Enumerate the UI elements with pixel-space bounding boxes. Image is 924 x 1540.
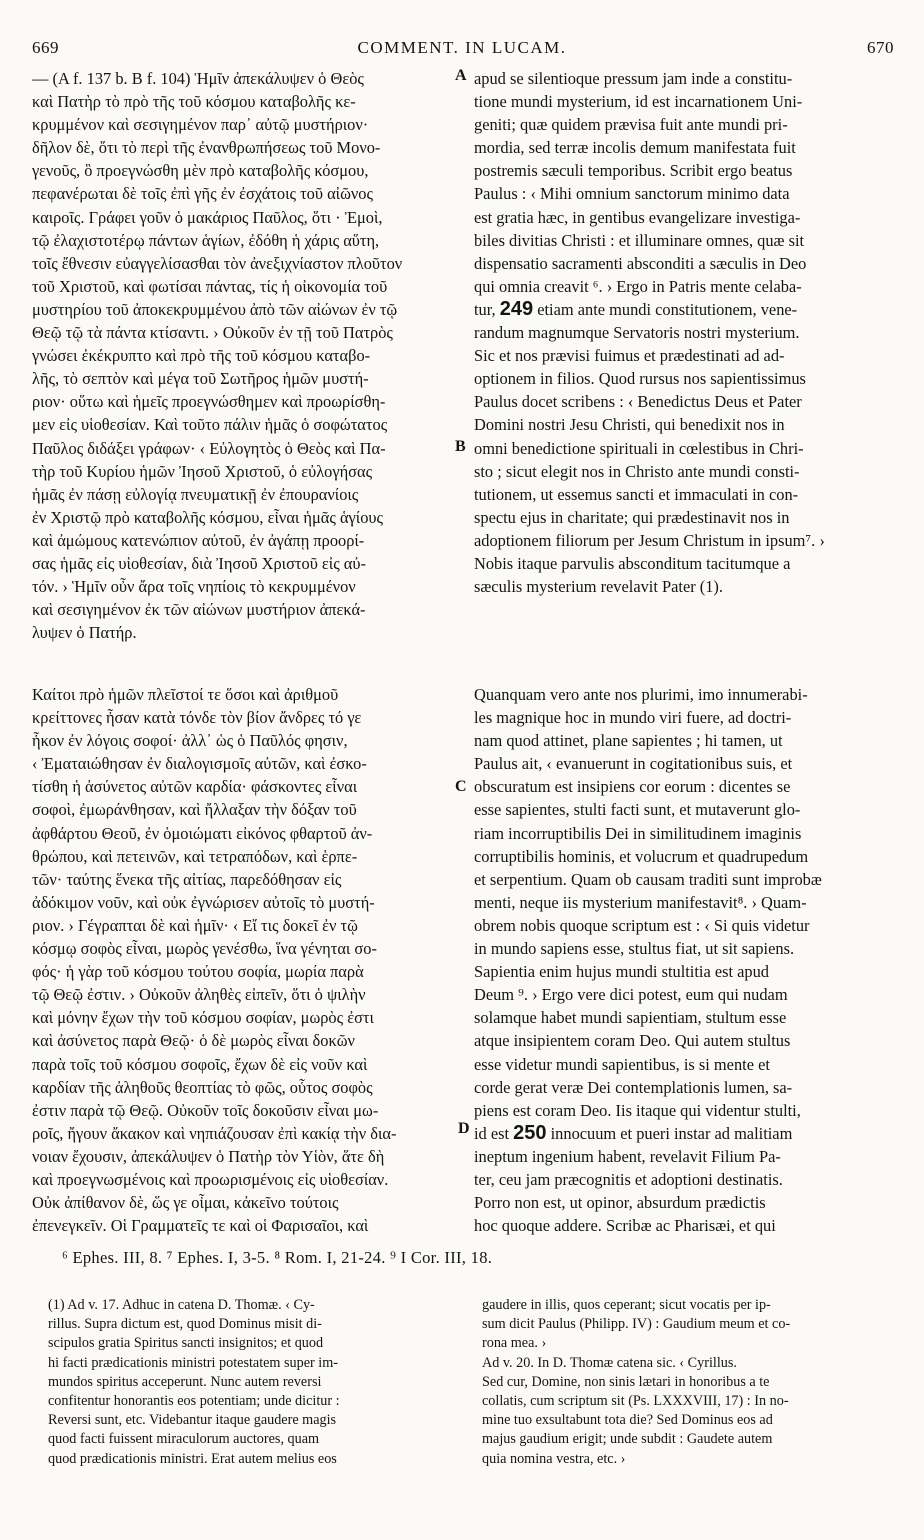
note-line: quod prædicationis ministri. Erat autem melius eos: [48, 1450, 337, 1467]
note-line: majus gaudium erigit; unde subdit : Gaudete autem: [482, 1431, 773, 1448]
text-line: νοιαν ἔχουσιν, ἀπεκάλυψεν ὁ Πατὴρ τὸν Υἱὸν, ἅτε δὴ: [32, 1146, 385, 1166]
text-line: randum magnumque Servatoris nostri mysterium.: [474, 323, 800, 343]
text-line: ριον. › Γέγραπται δὲ καὶ ἡμῖν· ‹ Εἴ τις δοκεῖ ἐν τῷ: [32, 915, 358, 935]
note-line: quod facti fuissent miraculorum auctores, quam: [48, 1431, 320, 1448]
text-line: menti, neque iis mysterium manifestavit⁸. › Quam-: [474, 892, 807, 912]
text-line: δῆλον δὲ, ὅτι τὸ περὶ τῆς ἐνανθρωπήσεως τοῦ Μονο-: [32, 138, 381, 158]
text-line: Παῦλος διδάξει γράφων· ‹ Εὐλογητὸς ὁ Θεὸς καὶ Πα-: [32, 438, 386, 458]
text-line: Οὐκ ἀπίθανον δὲ, ὥς γε οἶμαι, κἀκεῖνο τούτοις: [32, 1193, 339, 1213]
page-marker: 250: [513, 1121, 547, 1144]
footnote-references: ⁶ Ephes. III, 8. ⁷ Ephes. I, 3-5. ⁸ Rom. I, 21-24. ⁹ I Cor. III, 18.: [62, 1248, 493, 1267]
text-line: τίσθη ἡ ἀσύνετος αὐτῶν καρδία· φάσκοντες εἶναι: [32, 777, 358, 797]
text-line: ἡμᾶς ἐν πάσῃ εὐλογίᾳ πνευματικῇ ἐν ἐπουρανίοις: [32, 484, 359, 504]
text-line: sto ; sicut elegit nos in Christo ante mundi consti-: [474, 461, 800, 481]
text-line: τῷ Θεῷ ἐστιν. › Οὐκοῦν ἀληθὲς εἰπεῖν, ὅτι ὁ ψιλὴν: [32, 985, 366, 1005]
text-line: les magnique hoc in mundo viri fuere, ad doctri-: [474, 708, 792, 728]
text-line: φός· ἡ γὰρ τοῦ κόσμου τούτου σοφία, μωρία παρὰ: [32, 962, 364, 982]
text-line: Porro non est, ut opinor, absurdum prædictis: [474, 1193, 766, 1213]
text-line: est gratia hæc, in gentibus evangelizare investiga-: [474, 207, 801, 227]
note-line: Ad v. 20. In D. Thomæ catena sic. ‹ Cyrillus.: [482, 1354, 737, 1371]
text-line: tur, 249 etiam ante mundi constitutionem, vene-: [474, 297, 798, 320]
text-line: σας ἡμᾶς εἰς υἱοθεσίαν, διὰ Ἰησοῦ Χριστοῦ εἰς αὐ-: [32, 553, 366, 573]
note-line: collatis, cum scriptum sit (Ps. LXXXVIII, 17) : In no-: [482, 1392, 789, 1409]
text-line: ter, ceu jam præcognitis et adoptioni destinatis.: [474, 1169, 783, 1189]
text-line: Sic et nos prævisi fuimus et prædestinati ad ad-: [474, 346, 785, 366]
editor-note-left: [48, 1296, 468, 1469]
note-line: (1) Ad v. 17. Adhuc in catena D. Thomæ. ‹ Cy-: [48, 1297, 315, 1313]
note-line: confitentur honorantis eos potentiam; unde dicitur :: [48, 1392, 340, 1409]
text-line: Deum ⁹. › Ergo vere dici potest, eum qui nudam: [474, 985, 788, 1005]
text-line: piens est coram Deo. Iis itaque qui videntur stulti,: [474, 1100, 801, 1120]
text-line: καὶ προεγνωσμένοις καὶ προωρισμένοις εἰς υἱοθεσίαν.: [32, 1169, 389, 1189]
text-line: καιροῖς. Γράφει γοῦν ὁ μακάριος Παῦλος, ὅτι · Ἐμοὶ,: [32, 207, 383, 227]
text-line: σοφοὶ, ἐμωράνθησαν, καὶ ἤλλαξαν τὴν δόξαν τοῦ: [32, 800, 357, 820]
text-line: κρείττονες ἦσαν κατὰ τόνδε τὸν βίον ἄνδρες τό γε: [32, 708, 362, 728]
text-line: Nobis itaque parvulis absconditum tacitumque a: [474, 553, 791, 573]
text-line: θρώπου, καὶ πετεινῶν, καὶ τετραπόδων, καὶ ἑρπε-: [32, 846, 358, 866]
margin-letter-a: A: [455, 67, 467, 84]
text-line: ἧκον ἐν λόγοις σοφοί· ἀλλ᾽ ὡς ὁ Παῦλός φησιν,: [32, 731, 348, 751]
text-line: solamque habet mundi sapientiam, stultum esse: [474, 1008, 787, 1028]
text-line: tutionem, ut essemus sancti et immaculati in con-: [474, 484, 799, 504]
text-line: παρὰ τοῖς τοῦ κόσμου σοφοῖς, ἔχων δὲ εἰς νοῦν καὶ: [32, 1054, 368, 1074]
text-line: riam incorruptibilis Dei in similitudinem imaginis: [474, 823, 802, 843]
text-line: ἐστιν παρὰ τῷ Θεῷ. Οὐκοῦν τοῖς δοκοῦσιν εἶναι μω-: [32, 1100, 379, 1120]
text-line: καὶ ἀμώμους κατενώπιον αὐτοῦ, ἐν ἀγάπῃ προορί-: [32, 530, 365, 550]
running-title: COMMENT. IN LUCAM.: [357, 38, 567, 57]
text-line: id est 250 innocuum et pueri instar ad malitiam: [474, 1121, 793, 1144]
text-line: Quanquam vero ante nos plurimi, imo innumerabi-: [474, 685, 808, 704]
text-line: apud se silentioque pressum jam inde a constitu-: [474, 69, 793, 88]
text-line: spectu ejus in charitate; qui prædestinavit nos in: [474, 507, 790, 527]
text-line: in mundo sapiens esse, stultus fiat, ut sit sapiens.: [474, 939, 795, 959]
text-line: biles divitias Christi : et illuminare omnes, quæ sit: [474, 230, 805, 250]
note-line: rona mea. ›: [482, 1335, 547, 1352]
text-line: Καίτοι πρὸ ἡμῶν πλεῖστοί τε ὅσοι καὶ ἀριθμοῦ: [32, 685, 339, 704]
text-line: ριον· οὕτω καὶ ἡμεῖς προεγνώσθημεν καὶ προωρίσθη-: [32, 392, 386, 412]
right-page-number: 670: [867, 38, 894, 57]
text-line: ἐν Χριστῷ πρὸ καταβολῆς κόσμου, εἶναι ἡμᾶς ἁγίους: [32, 507, 383, 527]
text-line: ἐπενεγκεῖν. Οἱ Γραμματεῖς τε καὶ οἱ Φαρισαῖοι, καὶ: [32, 1216, 369, 1236]
text-line: Domini nostri Jesu Christi, qui benedixit nos in: [474, 415, 785, 435]
text-line: ineptum ingenium habent, revelavit Filium Pa-: [474, 1146, 781, 1166]
text-line: γενοῦς, ὃ προεγνώσθη μὲν πρὸ καταβολῆς κόσμου,: [32, 161, 369, 181]
text-line: πεφανέρωται δὲ τοῖς ἐπὶ γῆς ἐν ἐσχάτοις τοῦ αἰῶνος: [32, 184, 373, 204]
text-line: optionem in filios. Quod rursus nos sapientissimus: [474, 369, 806, 389]
text-line: obscuratum est insipiens cor eorum : dicentes se: [474, 777, 791, 797]
text-line: ροῖς, ἤγουν ἄκακον καὶ νηπιάζουσαν ἐπὶ κακίᾳ τὴν δια-: [32, 1123, 397, 1143]
greek-column-top: [32, 67, 452, 644]
note-line: gaudere in illis, quos ceperant; sicut vocatis per ip-: [482, 1297, 771, 1313]
note-line: hi facti prædicationis ministri potestatem super im-: [48, 1354, 338, 1371]
text-line: τῶν· ταύτης ἕνεκα τῆς αἰτίας, παρεδόθησαν εἰς: [32, 869, 342, 889]
text-line: hoc quoque addere. Scribæ ac Pharisæi, et qui: [474, 1216, 776, 1236]
note-line: sum dicit Paulus (Philipp. IV) : Gaudium meum et co-: [482, 1316, 791, 1333]
text-line: καὶ σεσιγημένον ἐκ τῶν αἰώνων μυστήριον ἀπεκά-: [32, 600, 366, 620]
text-line: esse sapientes, stulti facti sunt, et mutaverunt glo-: [474, 800, 801, 820]
note-line: quia nomina vestra, etc. ›: [482, 1450, 626, 1467]
text-line: geniti; quæ quidem prævisa fuit ante mundi pri-: [474, 115, 788, 135]
text-line: Paulus ait, ‹ evanuerunt in cogitationibus suis, et: [474, 754, 793, 774]
text-line: et serpentium. Quam ob causam traditi sunt improbæ: [474, 869, 822, 889]
text-line: καὶ Πατὴρ τὸ πρὸ τῆς τοῦ κόσμου καταβολῆς κε-: [32, 92, 356, 112]
note-line: mundos spiritus acceperunt. Nunc autem reversi: [48, 1373, 322, 1390]
note-line: mine tuo exsultabunt tota die? Sed Dominus eos ad: [482, 1412, 773, 1429]
text-line: qui omnia creavit ⁶. › Ergo in Patris mente celaba-: [474, 276, 802, 296]
greek-column-bottom: [32, 683, 452, 1237]
text-line: μεν εἰς υἱοθεσίαν. Καὶ τοῦτο πάλιν ἡμᾶς ὁ σοφώτατος: [32, 415, 388, 435]
text-line: nam quod attinet, plane sapientes ; hi tamen, ut: [474, 731, 783, 751]
text-line: καὶ μόνην ἔχων τὴν τοῦ κόσμου σοφίαν, μωρὸς ἐστι: [32, 1008, 374, 1028]
text-line: καρδίαν τῆς ἀληθοῦς θεοπτίας τὸ φῶς, οὗτος σοφὸς: [32, 1077, 373, 1097]
text-line: dispensatio sacramenti absconditi a sæculis in Deo: [474, 253, 807, 273]
margin-letter-b: B: [455, 438, 466, 455]
text-line: Θεῷ τῷ τὰ πάντα κτίσαντι. › Οὐκοῦν ἐν τῇ τοῦ Πατρὸς: [32, 323, 393, 343]
text-line: sæculis mysterium revelavit Pater (1).: [474, 577, 723, 597]
note-line: Reversi sunt, etc. Videbantur itaque gaudere magis: [48, 1412, 337, 1429]
text-line: postremis sæculi temporibus. Scribit ergo beatus: [474, 161, 793, 181]
text-line: γνώσει ἐκέκρυπτο καὶ πρὸ τῆς τοῦ κόσμου καταβο-: [32, 346, 371, 366]
margin-letter-d: D: [458, 1120, 470, 1137]
text-line: — (A f. 137 b. B f. 104) Ἡμῖν ἀπεκάλυψεν ὁ Θεὸς: [32, 69, 364, 88]
text-line: Sapientia enim hujus mundi stultitia est apud: [474, 962, 769, 982]
latin-column-bottom: [474, 683, 894, 1237]
text-line: ἀδόκιμον νοῦν, καὶ οὐκ ἐγνώρισεν αὐτοῖς τὸ μυστή-: [32, 892, 375, 912]
text-line: omni benedictione spirituali in cœlestibus in Chri-: [474, 438, 804, 458]
text-line: λυψεν ὁ Πατήρ.: [32, 623, 137, 643]
text-line: λῆς, τὸ σεπτὸν καὶ μέγα τοῦ Σωτῆρος ἡμῶν μυστή-: [32, 369, 369, 389]
text-line: mordia, sed terræ incolis demum manifestata fuit: [474, 138, 796, 158]
text-line: obrem nobis quoque scriptum est : ‹ Si quis videtur: [474, 915, 810, 935]
margin-letter-c: C: [455, 778, 467, 795]
text-line: τῷ ἐλαχιστοτέρῳ πάντων ἁγίων, ἐδόθη ἡ χάρις αὕτη,: [32, 230, 380, 250]
text-line: esse videtur mundi sapientibus, is si mente et: [474, 1054, 770, 1074]
text-line: τοῦ Χριστοῦ, καὶ φωτίσαι πάντας, τίς ἡ οἰκονομία τοῦ: [32, 276, 388, 296]
text-line: Paulus : ‹ Mihi omnium sanctorum minimo data: [474, 184, 790, 204]
left-page-number: 669: [32, 38, 59, 57]
text-line: καὶ ἀσύνετος παρὰ Θεῷ· ὁ δὲ μωρὸς εἶναι δοκῶν: [32, 1031, 355, 1051]
text-line: tione mundi mysterium, id est incarnationem Uni-: [474, 92, 803, 112]
note-line: scipulos gratia Spiritus sancti insignitos; et quod: [48, 1335, 324, 1352]
text-line: τόν. › Ἡμῖν οὖν ἄρα τοῖς νηπίοις τὸ κεκρυμμένον: [32, 577, 356, 597]
text-line: ἀφθάρτου Θεοῦ, ἐν ὁμοιώματι εἰκόνος φθαρτοῦ ἀν-: [32, 823, 373, 843]
text-line: κρυμμένον καὶ σεσιγημένον παρ᾽ αὐτῷ μυστήριον·: [32, 115, 369, 135]
note-line: Sed cur, Domine, non sinis lætari in honoribus a te: [482, 1373, 770, 1390]
editor-note-right: [482, 1296, 897, 1469]
text-line: corruptibilis hominis, et volucrum et quadrupedum: [474, 846, 809, 866]
text-line: τοῖς ἔθνεσιν εὐαγγελίσασθαι τὸν ἀνεξιχνίαστον πλοῦτον: [32, 253, 403, 273]
latin-column-top: [474, 67, 894, 598]
text-line: corde gerat veræ Dei contemplationis lumen, sa-: [474, 1077, 793, 1097]
text-line: κόσμῳ σοφὸς εἶναι, μωρὸς γενέσθω, ἵνα γένηται σο-: [32, 939, 377, 959]
text-line: atque insipientem coram Deo. Qui autem stultus: [474, 1031, 791, 1051]
text-line: τὴρ τοῦ Κυρίου ἡμῶν Ἰησοῦ Χριστοῦ, ὁ εὐλογήσας: [32, 461, 373, 481]
page-marker: 249: [499, 297, 534, 320]
text-line: adoptionem filiorum per Jesum Christum in ipsum⁷. ›: [474, 530, 825, 550]
text-line: Paulus docet scribens : ‹ Benedictus Deus et Pater: [474, 392, 802, 412]
text-line: ‹ Ἐματαιώθησαν ἐν διαλογισμοῖς αὐτῶν, καὶ ἐσκο-: [32, 754, 367, 774]
note-line: rillus. Supra dictum est, quod Dominus misit di-: [48, 1316, 322, 1333]
text-line: μυστηρίου τοῦ ἀποκεκρυμμένου ἀπὸ τῶν αἰώνων ἐν τῷ: [32, 299, 398, 319]
